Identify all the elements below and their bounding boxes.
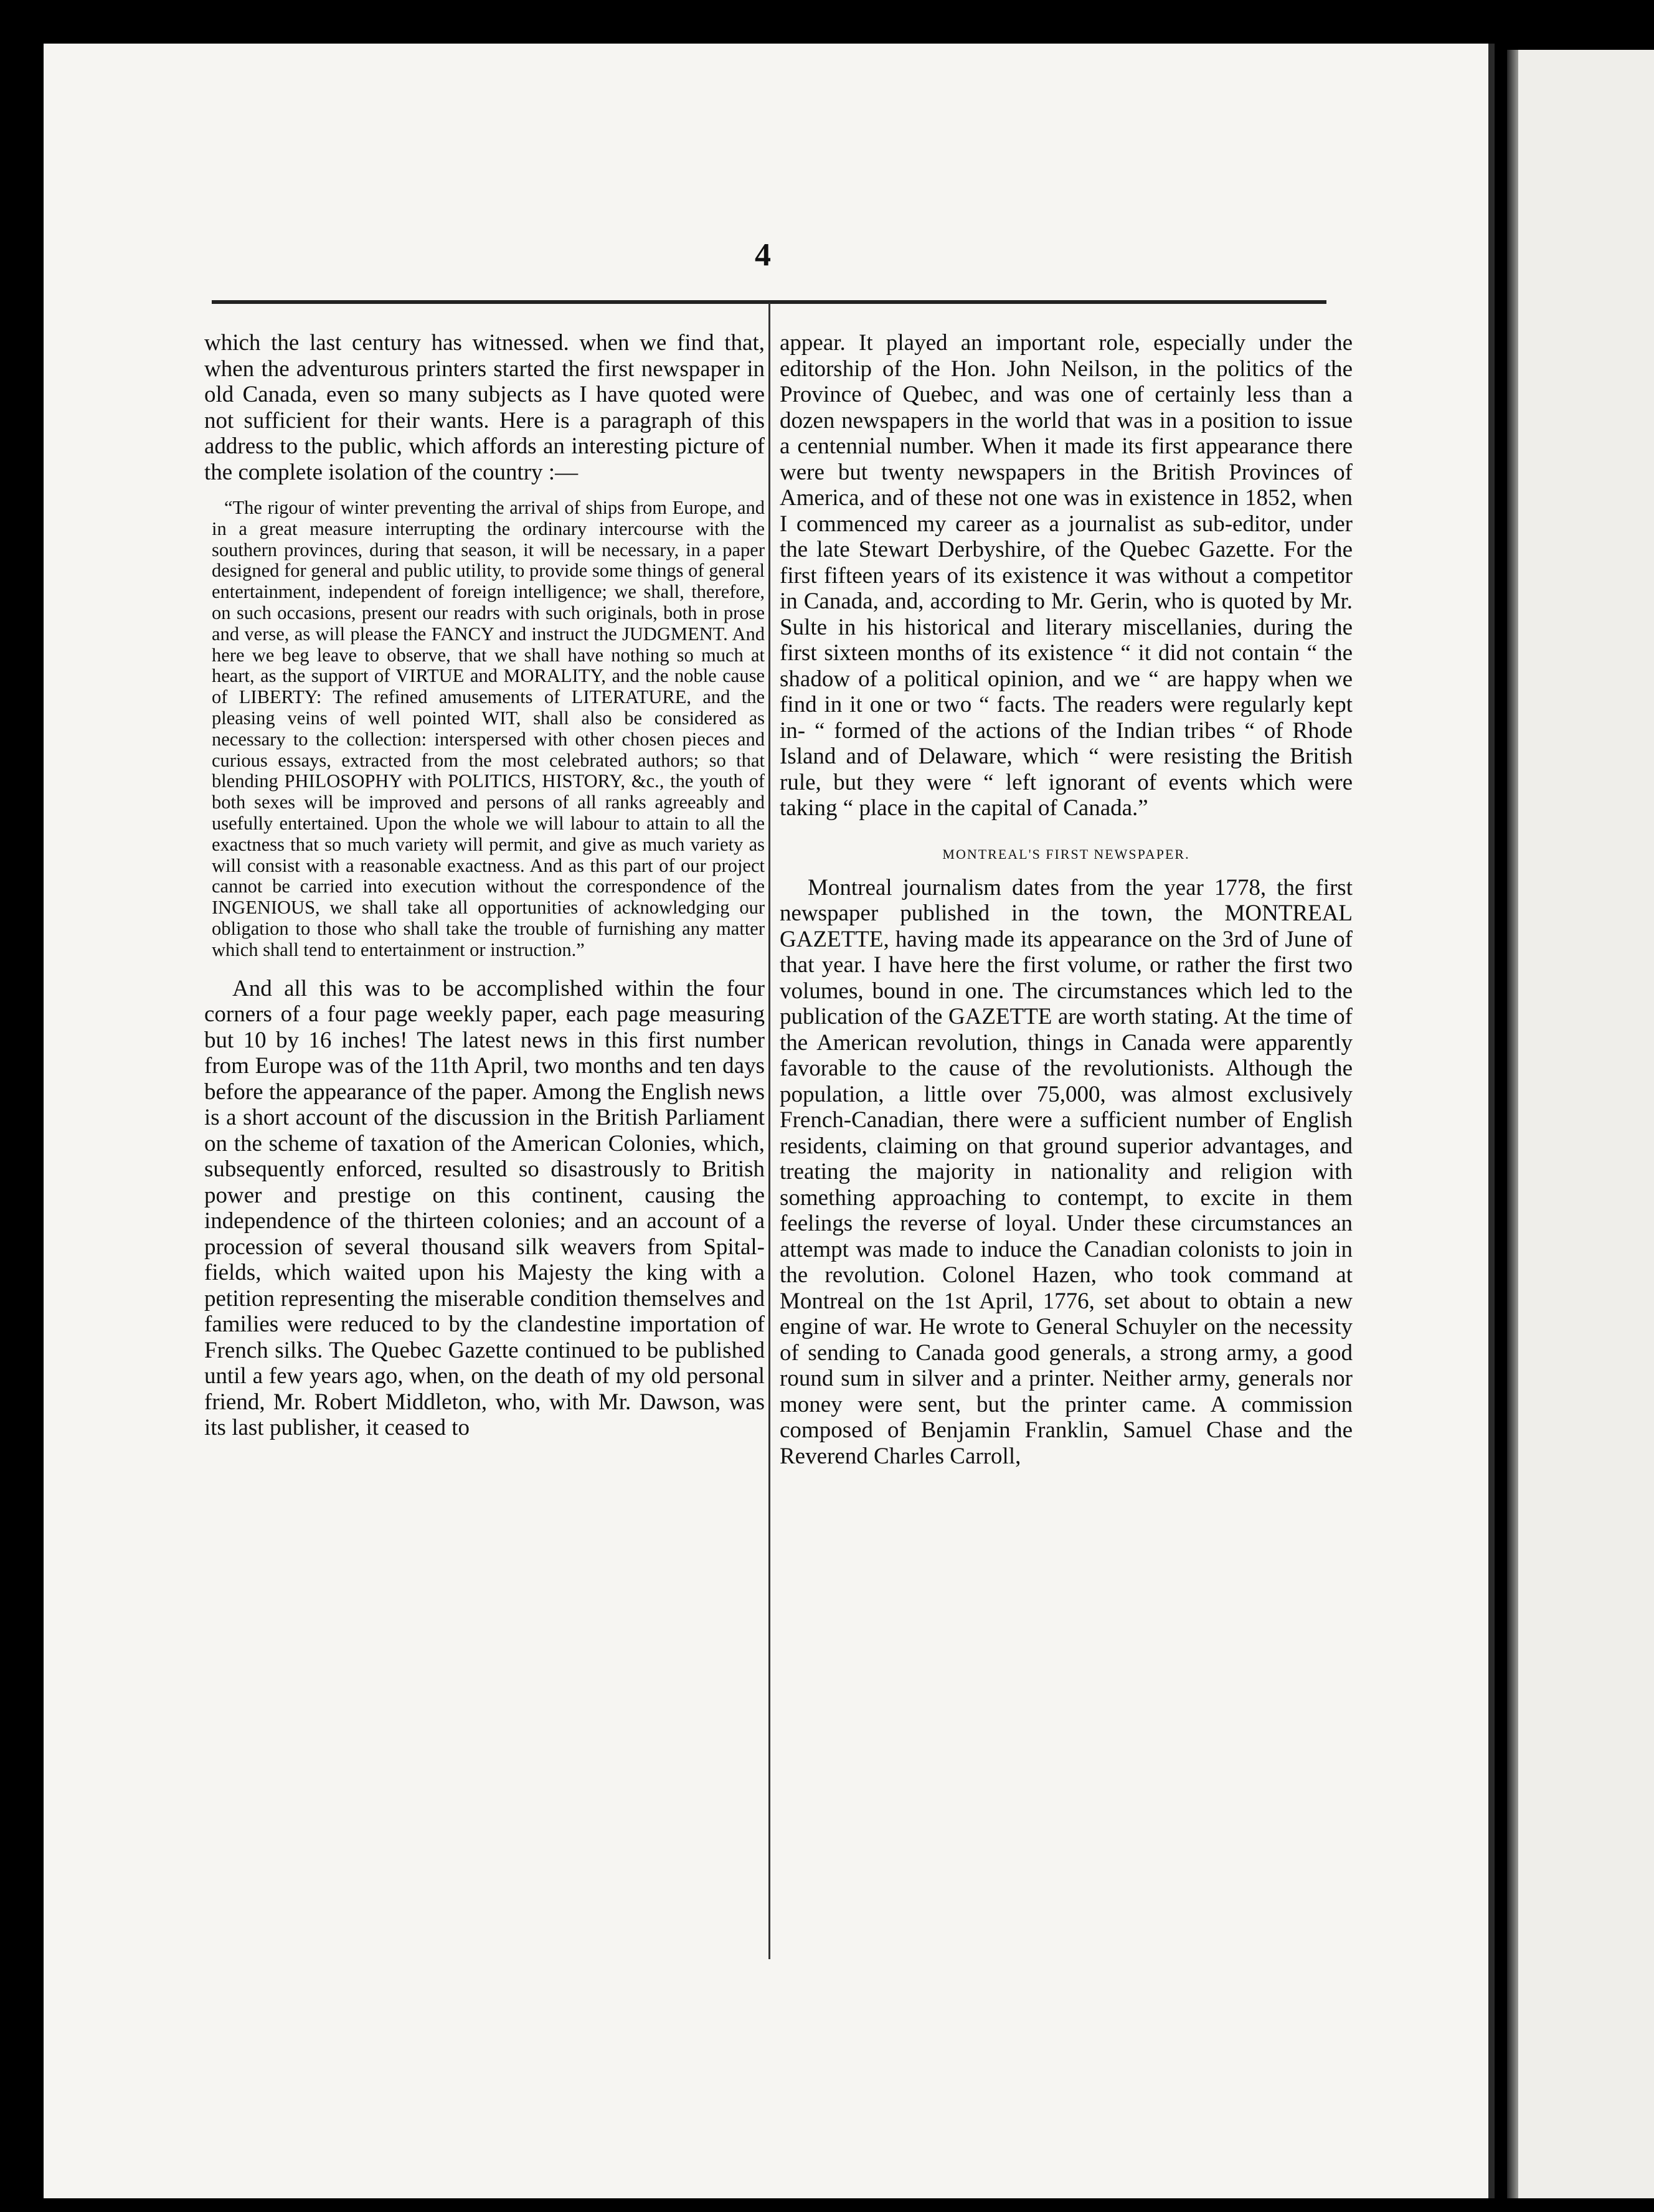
adjacent-page bbox=[1507, 50, 1654, 2198]
section-heading: MONTREAL'S FIRST NEWSPAPER. bbox=[942, 846, 1190, 862]
adjacent-page-edge bbox=[1507, 50, 1518, 2198]
left-column bbox=[204, 330, 765, 2173]
left-paragraph-1: which the last century has witnessed. when we find that, when the adventurous printers started the first newspaper in old Canada, even so many subjects as I have quoted were not sufficient for their wants. Here is a paragraph of this address to the public, which affords an interesting picture of the complete isolation of the country :— bbox=[204, 330, 765, 485]
left-paragraph-2: And all this was to be accomplished within the four corners of a four page weekly paper, each page measuring but 10 by 16 inches! The latest news in this first number from Europe was of the 11th April, two months and ten days before the appearance of the paper. Among the English news is a short account of the discussion in the British Parliament on the scheme of taxation of the American Colonies, which, subsequently enforced, resulted so disastrously to British power and prestige on this continent, causing the independence of the thirteen colonies; and an account of a procession of several thousand silk weavers from Spital-fields, which waited upon his Majesty the king with a petition representing the miserable condition themselves and families were reduced to by the clandestine importation of French silks. The Quebec Gazette continued to be published until a few years ago, when, on the death of my old personal friend, Mr. Robert Middleton, who, with Mr. Dawson, was its last publisher, it ceased to bbox=[204, 975, 765, 1441]
address-quotation: “The rigour of winter preventing the arrival of ships from Europe, and in a great measure interrupting the ordinary intercourse with the southern provinces, during that season, it will be necessary, in a paper designed for general and public utility, to provide some things of general entertainment, independent of foreign intelligence; we shall, therefore, on such occasions, present our readrs with such originals, both in prose and verse, as will please the FANCY and instruct the JUDGMENT. And here we beg leave to observe, that we shall have nothing so much at heart, as the support of VIRTUE and MORALITY, and the noble cause of LIBERTY: The refined amusements of LITERATURE, and the pleasing veins of well pointed WIT, shall also be considered as necessary to the collection: interspersed with other chosen pieces and curious essays, extracted from the most celebrated authors; so that blending PHILOSOPHY with POLITICS, HISTORY, &c., the youth of both sexes will be improved and persons of all ranks agreeably and usefully entertained. Upon the whole we will labour to attain to all the exactness that so much variety will permit, and give as much variety as will consist with a reasonable exactness. And as this part of our project cannot be carried into execution without the correspondence of the INGENIOUS, we shall take all opportunities of acknowledging our obligation to those who shall take the trouble of furnishing any matter which shall tend to entertainment or instruction.” bbox=[212, 497, 765, 960]
right-paragraph-2: Montreal journalism dates from the year 1778, the first newspaper published in the town, the MONTREAL GAZETTE, having made its appearance on the 3rd of June of that year. I have here the first volume, or rather the first two volumes, bound in one. The circumstances which led to the publication of the GAZETTE are worth stating. At the time of the American revolution, things in Canada were apparently favorable to the cause of the revolutionists. Although the population, a little over 75,000, was almost exclusively French-Canadian, there were a sufficient number of English residents, claiming on that ground superior advantages, and treating the majority in nationality and religion with something approaching to contempt, to excite in them feelings the reverse of loyal. Under these circumstances an attempt was made to induce the Canadian colonists to join in the revolution. Colonel Hazen, who took command at Montreal on the 1st April, 1776, set about to obtain a new engine of war. He wrote to General Schuyler on the necessity of sending to Canada good generals, a strong army, a good round sum in silver and a printer. Neither army, generals nor money were sent, but the printer came. A commission composed of Benjamin Franklin, Samuel Chase and the Reverend Charles Carroll, bbox=[780, 874, 1353, 1469]
right-paragraph-1: appear. It played an important role, especially under the editorship of the Hon. John Neilson, in the politics of the Province of Quebec, and was one of certainly less than a dozen newspapers in the world that was in a position to issue a centennial number. When it made its first appearance there were but twenty newspapers in the British Provinces of America, and of these not one was in existence in 1852, when I commenced my career as a journalist as sub-editor, under the late Stewart Derbyshire, of the Quebec Gazette. For the first fifteen years of its existence it was without a competitor in Canada, and, according to Mr. Gerin, who is quoted by Mr. Sulte in his historical and literary miscellanies, during the first sixteen months of its existence “ it did not contain “ the shadow of a political opinion, and we “ are happy when we find in it one or two “ facts. The readers were regularly kept in- “ formed of the actions of the Indian tribes “ of Rhode Island and of Delaware, which “ were resisting the British rule, but they were “ left ignorant of events which were taking “ place in the capital of Canada.” bbox=[780, 330, 1353, 821]
column-divider bbox=[768, 303, 770, 1959]
page-number: 4 bbox=[755, 237, 771, 273]
right-column bbox=[780, 330, 1353, 2173]
